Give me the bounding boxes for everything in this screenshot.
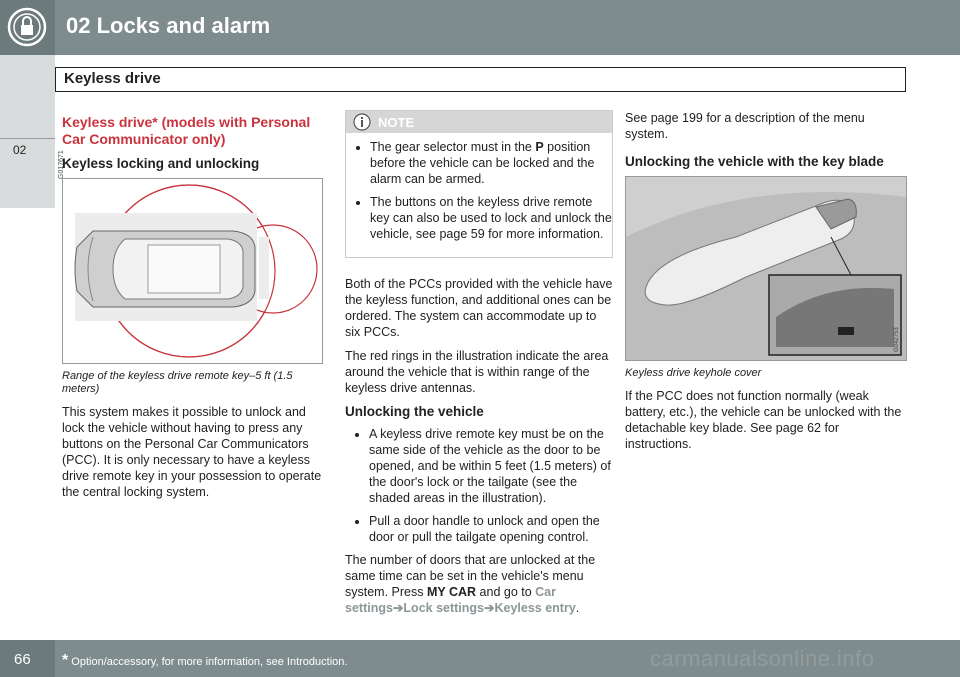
paragraph-menu-ref: See page 199 for a description of the menu system.: [625, 111, 865, 141]
my-car-button-label: MY CAR: [426, 585, 477, 599]
column-1: [58, 110, 324, 508]
column-3: [625, 110, 907, 460]
note-box: [345, 110, 613, 258]
paragraph-rings: The red rings in the illustration indicate the area around the vehicle that is within range of the keyless drive antennas.: [345, 349, 609, 395]
note-title: NOTE: [378, 115, 415, 130]
arrow-icon: ➔: [484, 601, 495, 615]
lock-alarm-icon: [0, 0, 55, 55]
chapter-tab-label: 02: [13, 143, 27, 157]
figure-id: G042753: [894, 327, 900, 352]
chapter-tab: [0, 138, 55, 209]
subheading-unlocking: Unlocking the vehicle: [345, 404, 484, 419]
page-number-box: [0, 640, 55, 677]
door-handle-figure: [625, 176, 907, 361]
arrow-icon: ➔: [392, 601, 404, 615]
figure-caption: Range of the keyless drive remote key–5 ft (1.5 meters): [62, 370, 293, 395]
chapter-title: 02 Locks and alarm: [66, 13, 271, 38]
note-list: [346, 139, 612, 242]
unlock-list: [345, 426, 613, 545]
unlock-item: • Pull a door handle to unlock and open the door or pull the tailgate opening control.: [369, 513, 613, 545]
page-number: 66: [14, 651, 31, 668]
figure-caption: Keyless drive keyhole cover: [625, 367, 762, 379]
menu-car-settings: Car settings: [345, 585, 556, 615]
body-paragraph: This system makes it possible to unlock and lock the vehicle without having to press any buttons on the Personal Car Communicators (PCC). It is only necessary to have a keyless drive remote key in your possession to operate the central locking system.: [62, 405, 322, 499]
menu-keyless-entry: Keyless entry: [494, 601, 576, 615]
footer: [0, 640, 960, 677]
paragraph-pccs: Both of the PCCs provided with the vehicle have the keyless function, and additional ones can be ordered. The system can accommodate up to six PCCs.: [345, 277, 613, 339]
section-title-box: [55, 67, 906, 92]
figure-id: G017671: [58, 150, 65, 179]
menu-lock-settings: Lock settings: [403, 601, 484, 615]
footnote: * Option/accessory, for more information, see Introduction.: [62, 652, 348, 669]
paragraph-menu: The number of doors that are unlocked at the same time can be set in the vehicle's menu system. Press MY CAR and go to Car settings➔Lock settings➔Keyless entry.: [345, 553, 596, 615]
section-title: Keyless drive: [64, 70, 161, 87]
chapter-header: [0, 0, 960, 55]
column-2: [345, 110, 613, 624]
watermark: carmanualsonline.info: [650, 646, 875, 671]
unlock-item: • A keyless drive remote key must be on the same side of the vehicle as the door to be opened, and be within 5 feet (1.5 meters) of the door's lock or the tailgate (see the shaded areas in the illustration).: [369, 426, 613, 506]
note-header: [346, 111, 612, 133]
subheading-keyless-locking: Keyless locking and unlocking: [62, 156, 260, 171]
body-paragraph: If the PCC does not function normally (weak battery, etc.), the vehicle can be unlocked with the detachable key blade. See page 62 for instructions.: [625, 389, 902, 451]
door-handle-illustration: [626, 177, 906, 360]
note-item: • The buttons on the keyless drive remote key can also be used to lock and unlock the vehicle, see page 59 for more information.: [370, 194, 612, 242]
note-item: • The gear selector must in the P position before the vehicle can be locked and the alarm can be armed.: [370, 139, 612, 187]
subheading-key-blade: Unlocking the vehicle with the key blade: [625, 154, 884, 169]
section-heading: Keyless drive* (models with Personal Car Communicator only): [62, 114, 311, 147]
info-icon: [350, 111, 374, 133]
